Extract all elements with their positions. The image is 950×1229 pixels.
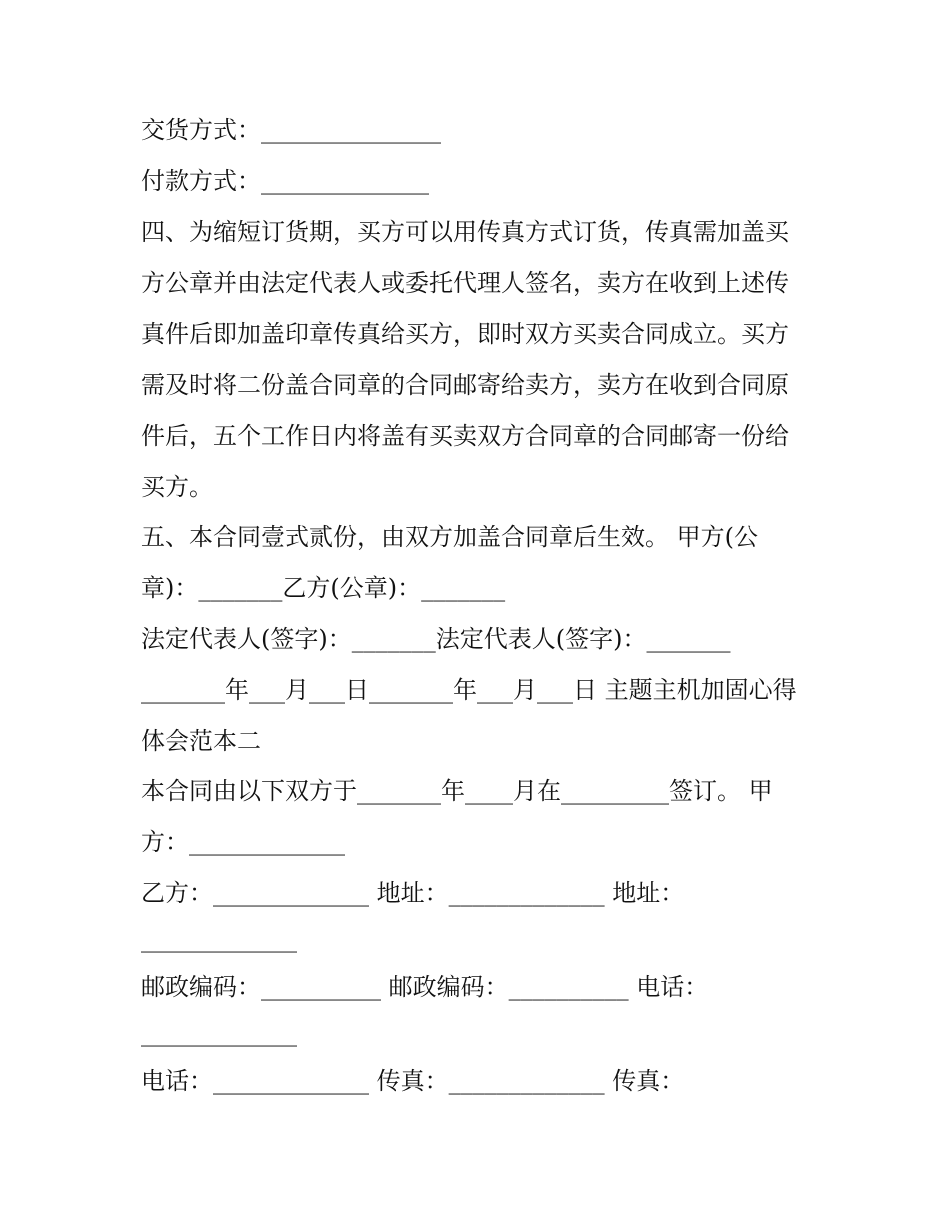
- postal-code-line: 邮政编码：__________ 邮政编码：__________ 电话：: [141, 973, 709, 1001]
- clause-4-line-4: 需及时将二份盖合同章的合同邮寄给卖方，卖方在收到合同原: [141, 371, 789, 399]
- template-title-line: 体会范本二: [141, 727, 261, 755]
- clause-4-line-1: 四、为缩短订货期，买方可以用传真方式订货，传真需加盖买: [141, 218, 789, 246]
- clause-4-line-2: 方公章并由法定代表人或委托代理人签名，卖方在收到上述传: [141, 269, 789, 297]
- delivery-method-line: 交货方式：_______________: [141, 116, 441, 144]
- seal-line: 章)：_______乙方(公章)：_______: [141, 574, 506, 602]
- payment-method-line: 付款方式：______________: [141, 167, 429, 195]
- phone-fax-line: 电话：_____________ 传真：_____________ 传真：: [141, 1067, 685, 1095]
- clause-5-line-1: 五、本合同壹式贰份，由双方加盖合同章后生效。 甲方(公: [141, 523, 758, 551]
- address-blank-line: _____________: [141, 925, 297, 953]
- legal-representative-line: 法定代表人(签字)：_______法定代表人(签字)：_______: [141, 625, 731, 653]
- party-b-address-line: 乙方：_____________ 地址：_____________ 地址：: [141, 879, 685, 907]
- phone-blank-line: _____________: [141, 1019, 297, 1047]
- date-line: _______年___月___日_______年___月___日 主题主机加固心得: [141, 676, 797, 704]
- contract-intro-line: 本合同由以下双方于_______年____月在_________签订。 甲: [141, 777, 773, 805]
- party-a-line: 方：_____________: [141, 828, 345, 856]
- clause-4-line-5: 件后，五个工作日内将盖有买卖双方合同章的合同邮寄一份给: [141, 422, 789, 450]
- clause-4-line-3: 真件后即加盖印章传真给买方，即时双方买卖合同成立。买方: [141, 320, 789, 348]
- clause-4-line-6: 买方。: [141, 473, 213, 501]
